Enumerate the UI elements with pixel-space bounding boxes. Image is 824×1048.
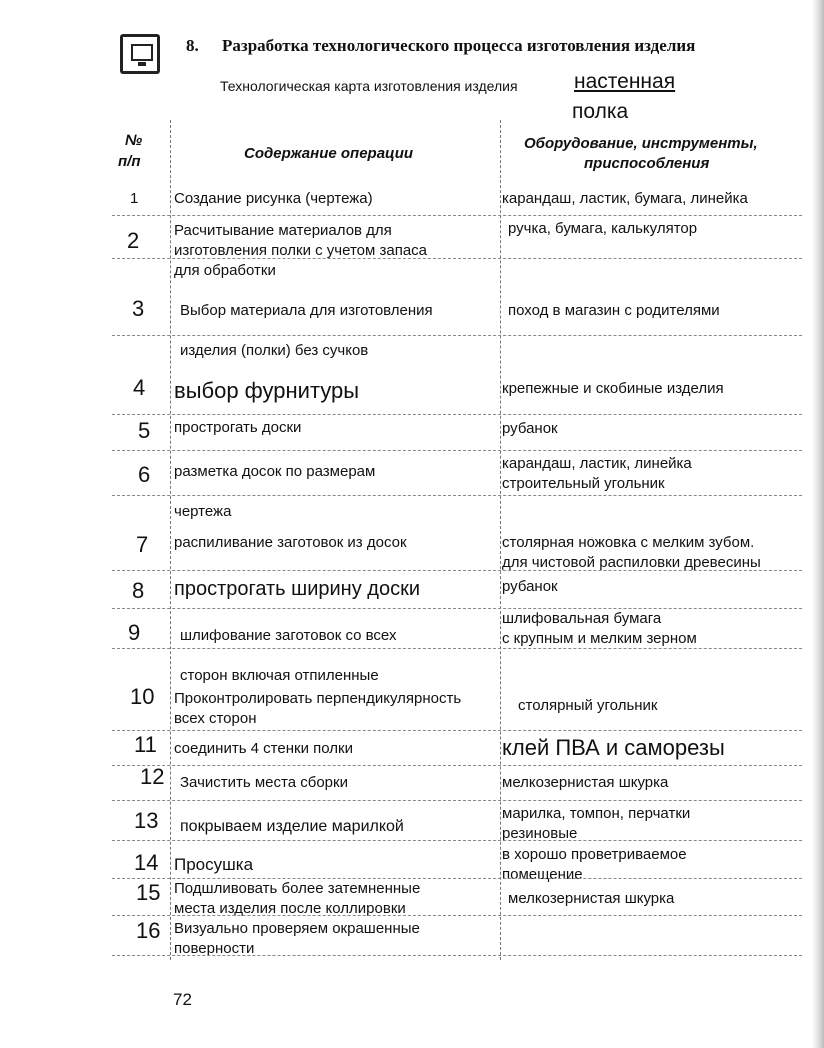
row-number: 10 <box>130 684 155 709</box>
equipment-text: шлифовальная бумага <box>502 610 662 627</box>
product-name-line2: полка <box>572 100 629 123</box>
operation-text: распиливание заготовок из досок <box>174 534 407 551</box>
row-number: 3 <box>132 296 145 321</box>
product-name-line1: настенная <box>574 70 676 93</box>
row-number: 16 <box>136 918 161 943</box>
operation-text: выбор фурнитуры <box>174 378 360 403</box>
equipment-text: столярный угольник <box>518 697 658 714</box>
operation-text: Визуально проверяем окрашенные <box>174 920 420 937</box>
row-divider <box>112 800 802 801</box>
equipment-text: мелкозернистая шкурка <box>502 774 669 791</box>
operation-text: прострогать доски <box>174 419 302 436</box>
row-divider <box>112 215 802 216</box>
row-number: 7 <box>136 532 149 557</box>
equipment-text: помещение <box>502 866 583 883</box>
operation-text: прострогать ширину доски <box>174 578 420 600</box>
equipment-text: клей ПВА и саморезы <box>502 735 725 760</box>
operation-text: места изделия после коллировки <box>174 900 406 917</box>
equipment-text: рубанок <box>502 578 558 595</box>
row-divider <box>112 414 802 415</box>
column-divider <box>500 120 501 960</box>
operation-text: Просушка <box>174 855 254 874</box>
row-divider <box>112 878 802 879</box>
equipment-text: карандаш, ластик, линейка <box>502 455 692 472</box>
row-divider <box>112 608 802 609</box>
section-title: Разработка технологического процесса изготовления изделия <box>222 36 696 55</box>
operation-text: Подшливовать более затемненные <box>174 880 421 897</box>
row-number: 14 <box>134 850 159 875</box>
scan-edge <box>812 0 824 1048</box>
equipment-text: карандаш, ластик, бумага, линейка <box>502 190 748 207</box>
row-number: 1 <box>130 190 139 207</box>
header-equipment-2: приспособления <box>584 155 710 172</box>
row-number: 5 <box>138 418 151 443</box>
operation-text: изготовления полки с учетом запаса <box>174 242 428 259</box>
computer-icon <box>120 34 160 74</box>
header-num-1: № <box>125 132 143 149</box>
row-divider <box>112 495 802 496</box>
row-divider <box>112 765 802 766</box>
row-divider <box>112 730 802 731</box>
operation-text: Зачистить места сборки <box>180 774 348 791</box>
equipment-text: поход в магазин с родителями <box>508 302 720 319</box>
row-number: 8 <box>132 578 145 603</box>
equipment-text: ручка, бумага, калькулятор <box>508 220 698 237</box>
equipment-text: крепежные и скобиные изделия <box>502 380 724 397</box>
row-divider <box>112 915 802 916</box>
equipment-text: марилка, томпон, перчатки <box>502 805 691 822</box>
page-number: 72 <box>173 990 192 1009</box>
operation-text: сторон включая отпиленные <box>180 667 379 684</box>
operation-text: поверности <box>174 940 255 957</box>
row-divider <box>112 840 802 841</box>
operation-text: Расчитывание материалов для <box>174 222 392 239</box>
row-divider <box>112 258 802 259</box>
equipment-text: мелкозернистая шкурка <box>508 890 675 907</box>
operation-text: изделия (полки) без сучков <box>180 342 369 359</box>
operation-text: соединить 4 стенки полки <box>174 740 353 757</box>
operation-text: покрываем изделие марилкой <box>180 818 404 835</box>
subtitle-label: Технологическая карта изготовления изделия <box>220 78 518 94</box>
operation-text: чертежа <box>174 503 232 520</box>
operation-text: шлифование заготовок со всех <box>180 627 397 644</box>
row-divider <box>112 450 802 451</box>
row-number: 12 <box>140 764 165 789</box>
row-number: 11 <box>134 732 157 757</box>
row-number: 6 <box>138 462 151 487</box>
row-divider <box>112 570 802 571</box>
equipment-text: столярная ножовка с мелким зубом. <box>502 534 755 551</box>
operation-text: для обработки <box>174 262 276 279</box>
equipment-text: с крупным и мелким зерном <box>502 630 697 647</box>
column-divider <box>170 120 171 960</box>
section-number: 8. <box>186 36 199 55</box>
operation-text: Проконтролировать перпендикулярность <box>174 690 462 707</box>
equipment-text: строительный угольник <box>502 475 665 492</box>
equipment-text: резиновые <box>502 825 578 842</box>
operation-text: Создание рисунка (чертежа) <box>174 190 373 207</box>
operation-text: разметка досок по размерам <box>174 463 376 480</box>
equipment-text: в хорошо проветриваемое <box>502 846 687 863</box>
header-operation: Содержание операции <box>244 145 414 162</box>
row-divider <box>112 955 802 956</box>
row-number: 15 <box>136 880 161 905</box>
row-number: 4 <box>133 375 146 400</box>
header-num-2: п/п <box>118 153 141 170</box>
header-equipment-1: Оборудование, инструменты, <box>524 135 758 152</box>
row-number: 2 <box>127 228 140 253</box>
equipment-text: рубанок <box>502 420 558 437</box>
row-divider <box>112 335 802 336</box>
row-number: 9 <box>128 620 141 645</box>
operation-text: всех сторон <box>174 710 257 727</box>
row-divider <box>112 648 802 649</box>
equipment-text: для чистовой распиловки древесины <box>502 554 761 571</box>
operation-text: Выбор материала для изготовления <box>180 302 433 319</box>
row-number: 13 <box>134 808 159 833</box>
